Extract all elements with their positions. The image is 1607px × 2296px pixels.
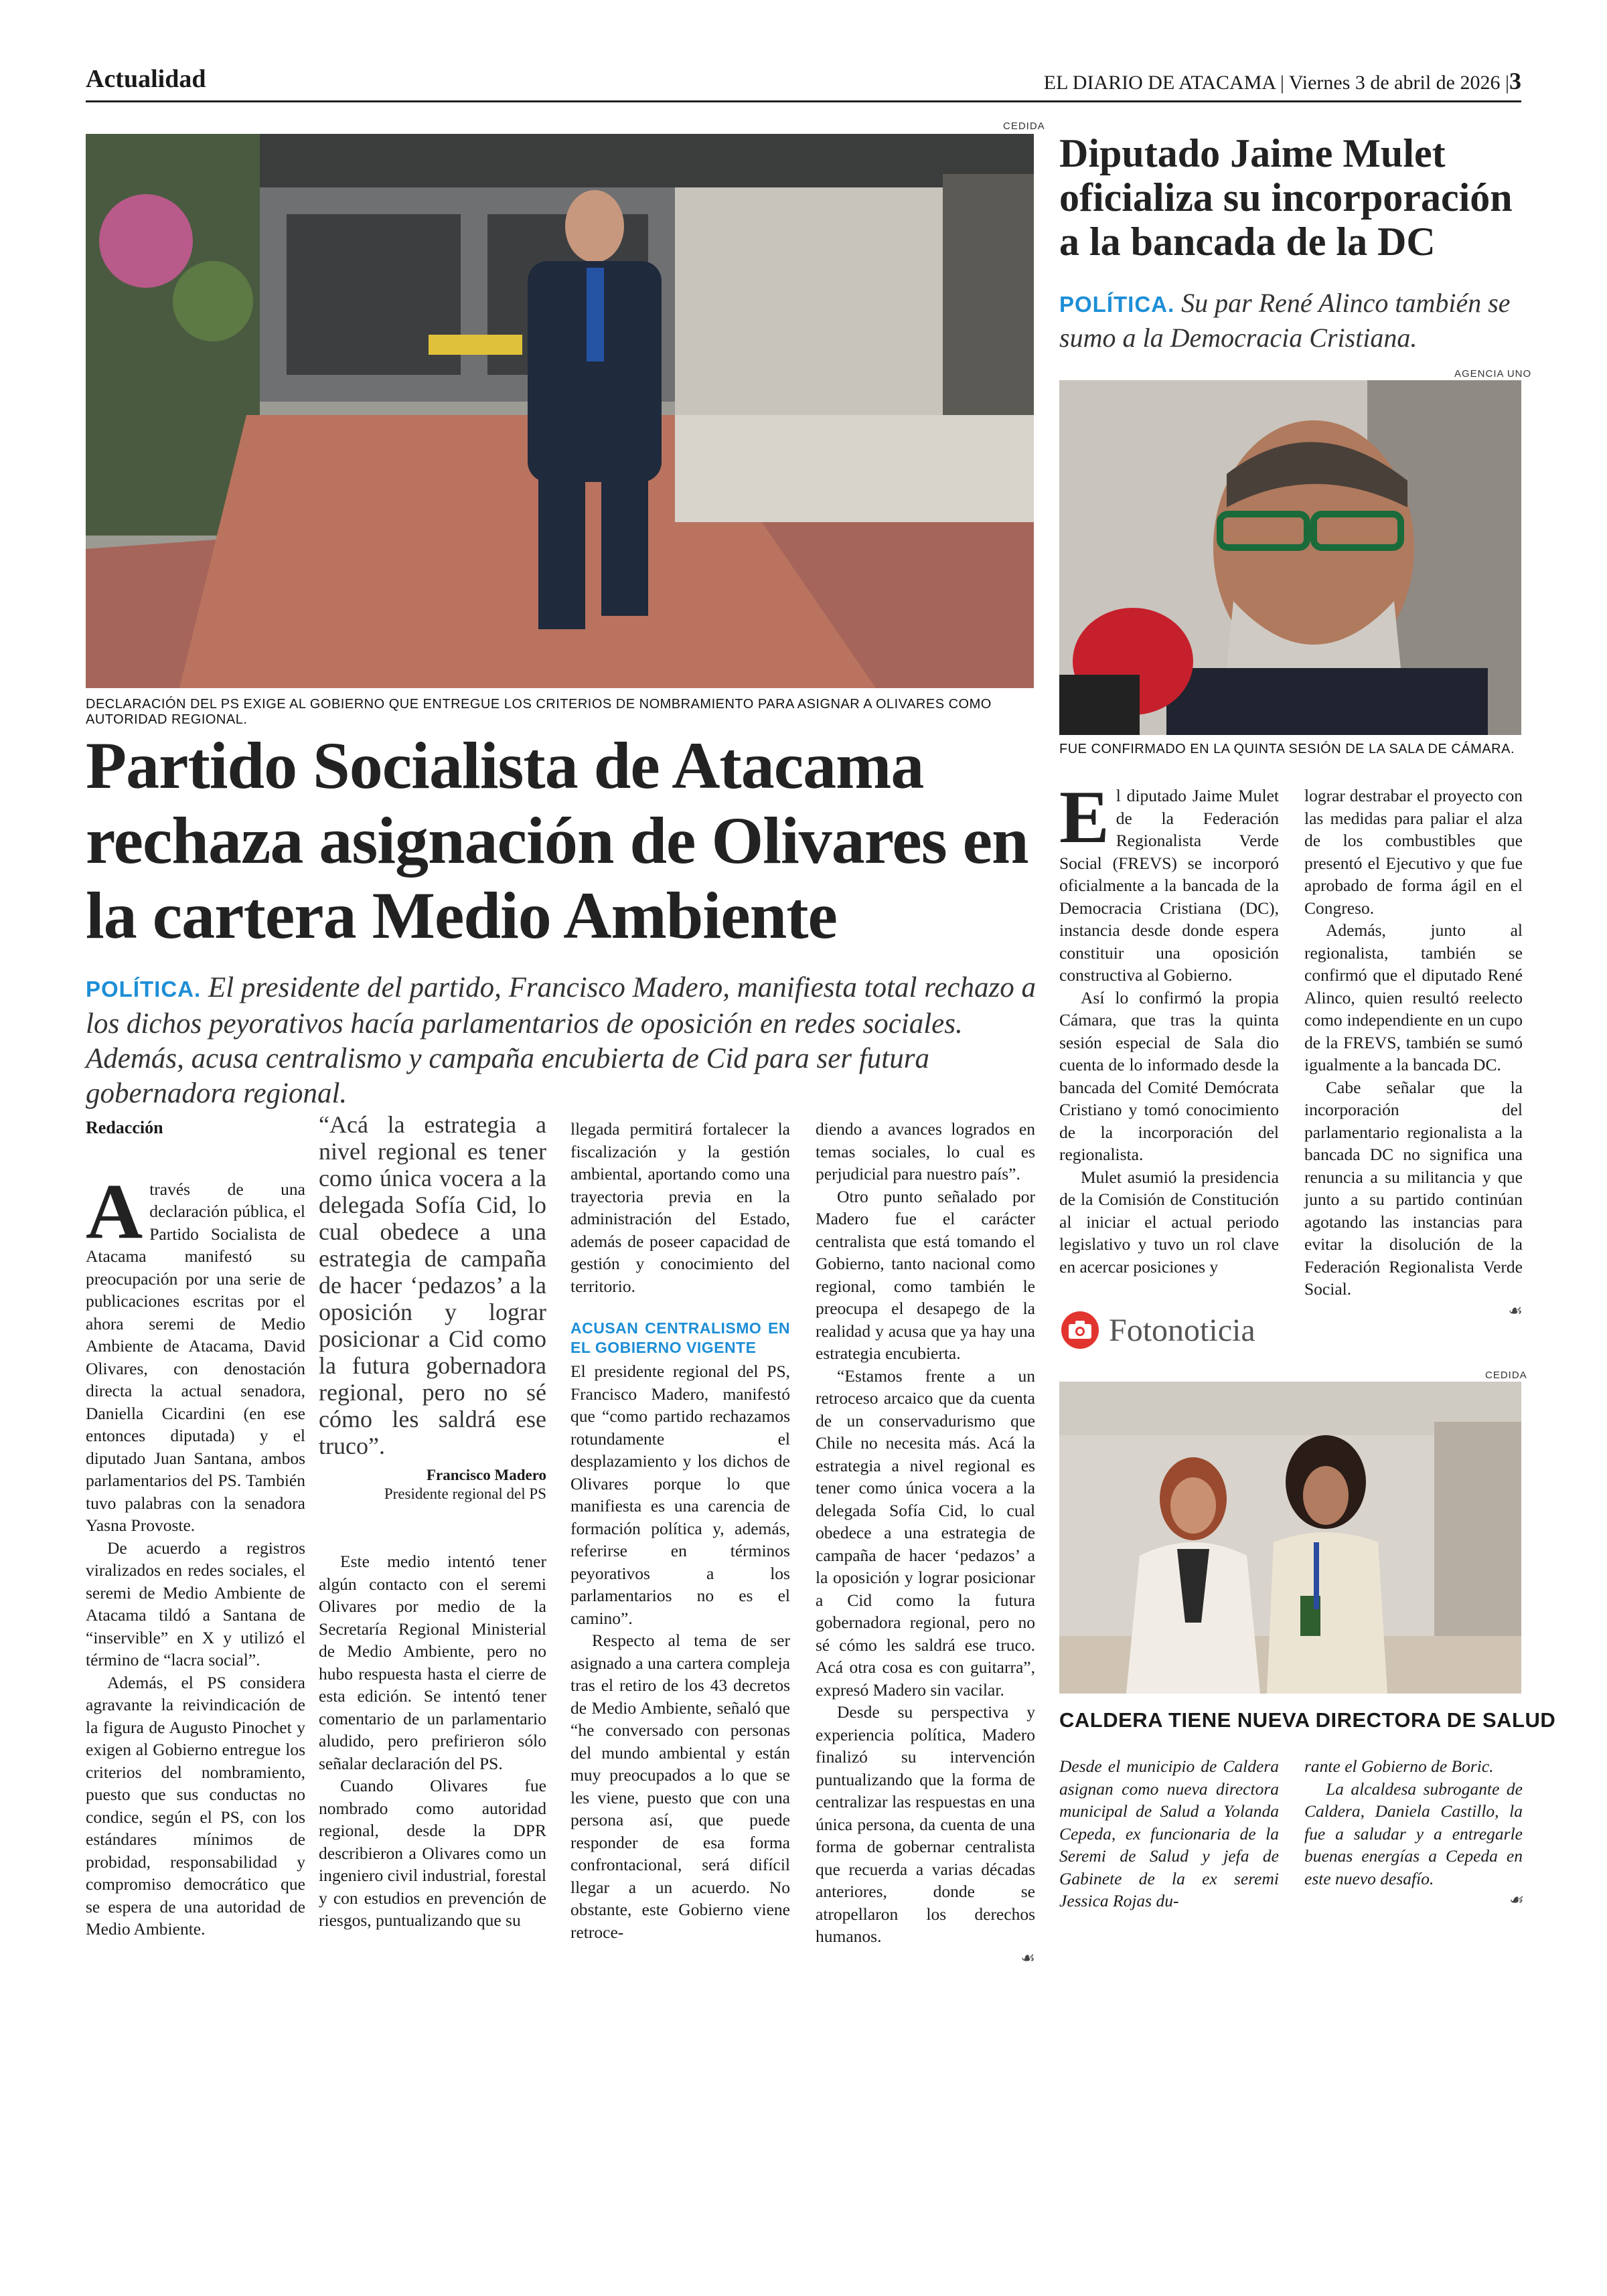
- main-col3-p1: llegada permitirá fortalecer la fiscalización y la gestión ambiental, aportando como una trayectoria previa en la administración del Estado, además de poseer capacidad de gestión y conocimiento del territorio.: [570, 1119, 790, 1296]
- side-photo-credit: AGENCIA UNO: [1454, 368, 1532, 380]
- fotonoticia-title: CALDERA TIENE NUEVA DIRECTORA DE SALUD: [1059, 1708, 1556, 1732]
- side-headline: Diputado Jaime Mulet oficializa su incorporación a la bancada de la DC: [1059, 131, 1513, 264]
- issue-date: Viernes 3 de abril de 2026: [1288, 72, 1501, 94]
- main-col1-p1-text: través de una declaración pública, el Partido Socialista de Atacama manifestó su preocupación por una serie de publicaciones escritas por el ahora seremi de Medio Ambiente de Atacama, David Olivares, con denostación directa la actual senadora, Daniella Cicardini (en ese entonces diputada) y el diputado Juan Santana, ambos parlamentarios del PS. También tuvo palabras con la senadora Yasna Provoste.: [86, 1179, 305, 1535]
- side-photo: [1059, 380, 1521, 735]
- main-col2-p2: Cuando Olivares fue nombrado como autoridad regional, desde la DPR describieron a Olivares como un ingeniero civil industrial, forestal y con estudios en prevención de riesgos, puntualizando que su: [319, 1776, 546, 1930]
- main-col4-p2: Otro punto señalado por Madero fue el carácter centralista que está tomando el Gobierno, tanto nacional como regional, como también le preocupa el desapego de la realidad y acusa que ya hay una estrategia encubierta.: [816, 1186, 1035, 1363]
- main-lead-text: El presidente del partido, Francisco Madero, manifiesta total rechazo a los dichos peyorativos hacía parlamentarios de oposición en redes sociales. Además, acusa centralismo y campaña encubierta de Cid para ser futura gobernadora regional.: [86, 972, 1037, 1109]
- masthead-info: EL DIARIO DE ATACAMA | Viernes 3 de abril de 2026 |3: [1043, 68, 1521, 94]
- fotonoticia-end-mark: ☙: [1508, 1892, 1523, 1909]
- fotonoticia-credit: CEDIDA: [1485, 1370, 1527, 1381]
- header-rule: [86, 100, 1521, 102]
- side-lead-text: Su par René Alinco también se sumo a la Democracia Cristiana.: [1059, 288, 1511, 353]
- quote-author: Francisco Madero: [426, 1467, 546, 1483]
- side-column-1: [1059, 776, 1279, 1278]
- side-col1-p1-text: l diputado Jaime Mulet de la Federación Regionalista Verde Social (FREVS) se incorporó oficialmente a la bancada de la Democracia Cristiana (DC), instancia desde donde espera constituir una oposición constructiva al Gobierno.: [1059, 786, 1279, 985]
- fotonoticia-col2-p1: rante el Gobierno de Boric.: [1304, 1756, 1494, 1776]
- side-dropcap: E: [1059, 776, 1109, 859]
- main-column-4: [816, 1118, 1035, 1970]
- fotonoticia-label: Fotonoticia: [1109, 1313, 1255, 1348]
- main-col4-p4: Desde su perspectiva y experiencia política, Madero finalizó su intervención puntualizando que la forma de centralizar las respuestas en una única persona, da cuenta de una forma de gobernar centralista que recuerda a varias décadas anteriores, donde se atropellaron los derechos humanos.: [816, 1702, 1035, 1946]
- quote-role: Presidente regional del PS: [384, 1485, 546, 1502]
- side-col1-p2: Así lo confirmó la propia Cámara, que tras la quinta sesión especial de Sala dio cuenta de lo informado desde la bancada del Comité Demócrata Cristiano y tomó conocimiento de la incorporación del regionalista.: [1059, 987, 1279, 1164]
- side-tag: POLÍTICA.: [1059, 292, 1175, 317]
- side-col1-p3: Mulet asumió la presidencia de la Comisión de Constitución al iniciar el actual periodo legislativo y tuvo un rol clave en acercar posiciones y: [1059, 1167, 1279, 1277]
- side-col2-p3: Cabe señalar que la incorporación del parlamentario regionalista a la bancada DC no significa una renuncia a su militancia y que junto a su partido continúan agotando las instancias para evitar la disolución de la Federación Regionalista Verde Social.: [1304, 1077, 1523, 1299]
- main-column-2: [319, 1111, 546, 1932]
- side-photo-image: [1059, 380, 1521, 735]
- main-col2-p1: Este medio intentó tener algún contacto con el seremi Olivares por medio de la Secretaría Regional Ministerial de Medio Ambiente, pero no hubo respuesta hasta el cierre de esta edición. Se intentó tener comentario de un parlamentario aludido, pero prefirieron sólo señalar declaración del PS.: [319, 1552, 546, 1773]
- main-photo-caption: DECLARACIÓN DEL PS EXIGE AL GOBIERNO QUE ENTREGUE LOS CRITERIOS DE NOMBRAMIENTO PARA ASIGNAR A OLIVARES COMO AUTORIDAD REGIONAL.: [86, 697, 992, 727]
- fotonoticia-col2-p2: La alcaldesa subrogante de Caldera, Daniela Castillo, la fue a saludar y a entregarle buenas energías a Cepeda en este nuevo desafío.: [1304, 1779, 1523, 1888]
- main-photo: [86, 134, 1034, 688]
- main-col1-p3: Además, el PS considera agravante la reivindicación de la figura de Augusto Pinochet y exigen al Gobierno entregue los criterios del nombramiento, puesto que sus conductas no condice, según el PS, con los estándares mínimos de probidad, responsabilidad y compromiso democrático que se espera de una autoridad de Medio Ambiente.: [86, 1672, 305, 1939]
- page-number: 3: [1509, 68, 1521, 94]
- side-column-2: [1304, 785, 1523, 1323]
- side-lead: [1059, 286, 1528, 355]
- newspaper-name: EL DIARIO DE ATACAMA: [1043, 72, 1276, 94]
- side-col2-p1: lograr destrabar el proyecto con las medidas para paliar el alza de los combustibles que presentó el Ejecutivo y que fue aprobado de forma ágil en el Congreso.: [1304, 786, 1523, 918]
- main-end-mark: ☙: [1020, 1949, 1035, 1967]
- main-col1-p2: De acuerdo a registros viralizados en redes sociales, el seremi de Medio Ambiente de Atacama tildó a Santana de “inservible” en X y utilizó el término de “lacra social”.: [86, 1538, 305, 1669]
- byline: Redacción: [86, 1118, 163, 1137]
- fotonoticia-column-2: [1304, 1755, 1523, 1912]
- main-headline: Partido Socialista de Atacama rechaza asignación de Olivares en la cartera Medio Ambiente: [86, 728, 1028, 953]
- fotonoticia-column-1: [1059, 1755, 1279, 1912]
- main-tag: POLÍTICA.: [86, 977, 202, 1001]
- main-col4-p3: “Estamos frente a un retroceso arcaico que da cuenta de un conservadurismo que Chile no necesita más. Acá la estrategia a nivel regional es tener como única vocera a la delegada Sofía Cid, lo cual obedece a una estrategia de campaña de hacer ‘pedazos’ a la oposición y lograr posicionar a Cid como la futura gobernadora regional, pero no sé cómo les saldrá ese truco. Acá otra cosa es con guitarra”, expresó Madero sin vacilar.: [816, 1366, 1035, 1700]
- fotonoticia-photo: [1059, 1382, 1521, 1694]
- side-col2-p2: Además, junto al regionalista, también se confirmó que el diputado René Alinco, quien resultó reelecto como independiente en un cupo de la FREVS, también se sumó igualmente a la bancada DC.: [1304, 920, 1523, 1074]
- main-col3-p3: Respecto al tema de ser asignado a una cartera compleja tras el retiro de los 43 decretos de Medio Ambiente, señaló que “he conversado con personas del mundo ambiental y están muy preocupados a lo que se les viene, puesto que con una persona así, que puede responder de esa forma confrontacional, será difícil llegar a un acuerdo. No obstante, este Gobierno viene retroce-: [570, 1631, 790, 1942]
- main-dropcap: A: [86, 1167, 143, 1255]
- fotonoticia-col1: Desde el municipio de Caldera asignan como nueva directora municipal de Salud a Yolanda Cepeda, ex funcionaria de la Seremi de Salud y jefa de Gabinete de la ex seremi Jessica Rojas du-: [1059, 1756, 1279, 1910]
- camera-icon-svg: [1059, 1311, 1101, 1349]
- main-col3-p2: El presidente regional del PS, Francisco Madero, manifestó que “como partido rechazamos rotundamente el desplazamiento y los dichos de Olivares porque lo que manifiesta es una carencia de formación política y, además, referirse en términos peyorativos a los parlamentarios no es el camino”.: [570, 1362, 790, 1628]
- main-column-3: [570, 1118, 790, 1943]
- camera-icon: [1059, 1311, 1101, 1349]
- main-photo-image: [86, 134, 1034, 688]
- subheading: ACUSAN CENTRALISMO EN EL GOBIERNO VIGENTE: [570, 1319, 790, 1356]
- side-col1-p1: [1059, 776, 1279, 987]
- side-photo-caption: FUE CONFIRMADO EN LA QUINTA SESIÓN DE LA SALA DE CÁMARA.: [1059, 742, 1515, 756]
- main-col1-p1: [86, 1167, 305, 1537]
- main-lead: [86, 971, 1063, 1111]
- section-title: Actualidad: [86, 65, 206, 93]
- side-end-mark: ☙: [1508, 1302, 1523, 1320]
- main-column-1: [86, 1117, 305, 1941]
- main-photo-credit: CEDIDA: [1003, 120, 1045, 132]
- pull-quote: “Acá la estrategia a nivel regional es tener como única vocera a la delegada Sofía Cid, lo cual obedece a una estrategia de campaña de hacer ‘pedazos’ a la oposición y lograr posicionar a Cid como la futura gobernadora regional, pero no sé cómo les saldrá ese truco”.: [319, 1111, 546, 1459]
- main-col4-p1: diendo a avances logrados en temas sociales, lo cual es perjudicial para nuestro país”.: [816, 1119, 1035, 1183]
- fotonoticia-photo-image: [1059, 1382, 1521, 1694]
